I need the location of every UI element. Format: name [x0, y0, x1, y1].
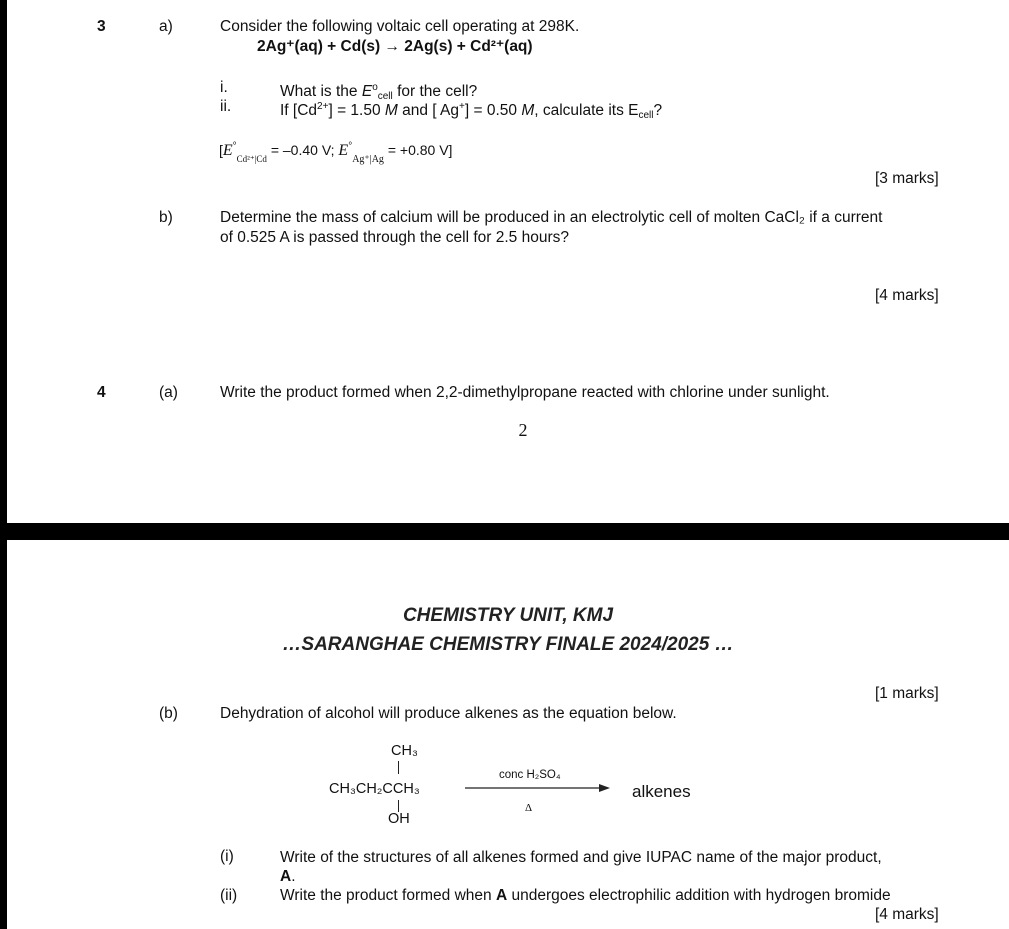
q3a-given-potentials: [$E^\circ_{Cd^{2+}|Cd} = -0.40$ V; $E^\circ_{Ag^+|Ag} = +0.80$ V] — [219, 141, 453, 165]
structure-main-chain: CH₃CH₂CCH₃ — [329, 781, 420, 797]
exam-page-1 — [7, 0, 1009, 523]
q3b-label: b) — [159, 209, 173, 226]
q4a-text: Write the product formed when 2,2-dimethylpropane reacted with chlorine under sunlight. — [220, 384, 830, 401]
q4a-marks: [1 marks] — [875, 685, 939, 702]
header-exam-title: …SARANGHAE CHEMISTRY FINALE 2024/2025 … — [282, 634, 734, 655]
q4b-ii-text: Write the product formed when A undergoes electrophilic addition with hydrogen bromide — [280, 887, 891, 904]
bond-line-top — [398, 761, 399, 774]
q3a-i-label: i. — [220, 79, 228, 96]
q3a-equation: 2Ag⁺(aq) + Cd(s) → 2Ag(s) + Cd²⁺(aq) — [257, 38, 533, 55]
product-alkenes: alkenes — [632, 782, 691, 801]
q3b-line1: Determine the mass of calcium will be produced in an electrolytic cell of molten CaCl₂ if a current — [220, 209, 883, 226]
exam-page-2 — [7, 540, 1009, 929]
q4b-label: (b) — [159, 705, 178, 722]
q3b-line2: of 0.525 A is passed through the cell for 2.5 hours? — [220, 229, 569, 246]
reaction-arrow — [465, 783, 611, 793]
q4b-i-text: Write of the structures of all alkenes formed and give IUPAC name of the major product, A. — [280, 849, 882, 885]
q4b-text: Dehydration of alcohol will produce alkenes as the equation below. — [220, 705, 677, 722]
header-unit: CHEMISTRY UNIT, KMJ — [402, 605, 614, 626]
q3a-intro: Consider the following voltaic cell operating at 298K. — [220, 18, 580, 35]
reagent-label: conc H₂SO₄ — [499, 769, 561, 781]
question-4-number: 4 — [97, 384, 106, 401]
q3a-i-text: What is the $E^o_{cell}$ for the cell? — [280, 82, 478, 102]
q4b-i-label: (i) — [220, 848, 234, 865]
heat-condition: Δ — [525, 802, 533, 814]
q4a-label: (a) — [159, 384, 178, 401]
question-3-number: 3 — [97, 18, 106, 35]
structure-ch3-top: CH₃ — [391, 743, 418, 759]
structure-oh: OH — [388, 811, 410, 827]
q3b-marks: [4 marks] — [875, 287, 939, 304]
page-number: 2 — [518, 420, 528, 440]
q4b-marks: [4 marks] — [875, 906, 939, 923]
q4b-ii-label: (ii) — [220, 887, 238, 904]
q3a-label: a) — [159, 18, 173, 35]
q3a-ii-text: If $[Cd^{2+}] = 1.50$ M and [ Ag+] = 0.50 M, calculate its $E_{cell}$? — [280, 101, 663, 121]
q3a-marks: [3 marks] — [875, 170, 939, 187]
q3a-ii-label: ii. — [220, 98, 232, 115]
